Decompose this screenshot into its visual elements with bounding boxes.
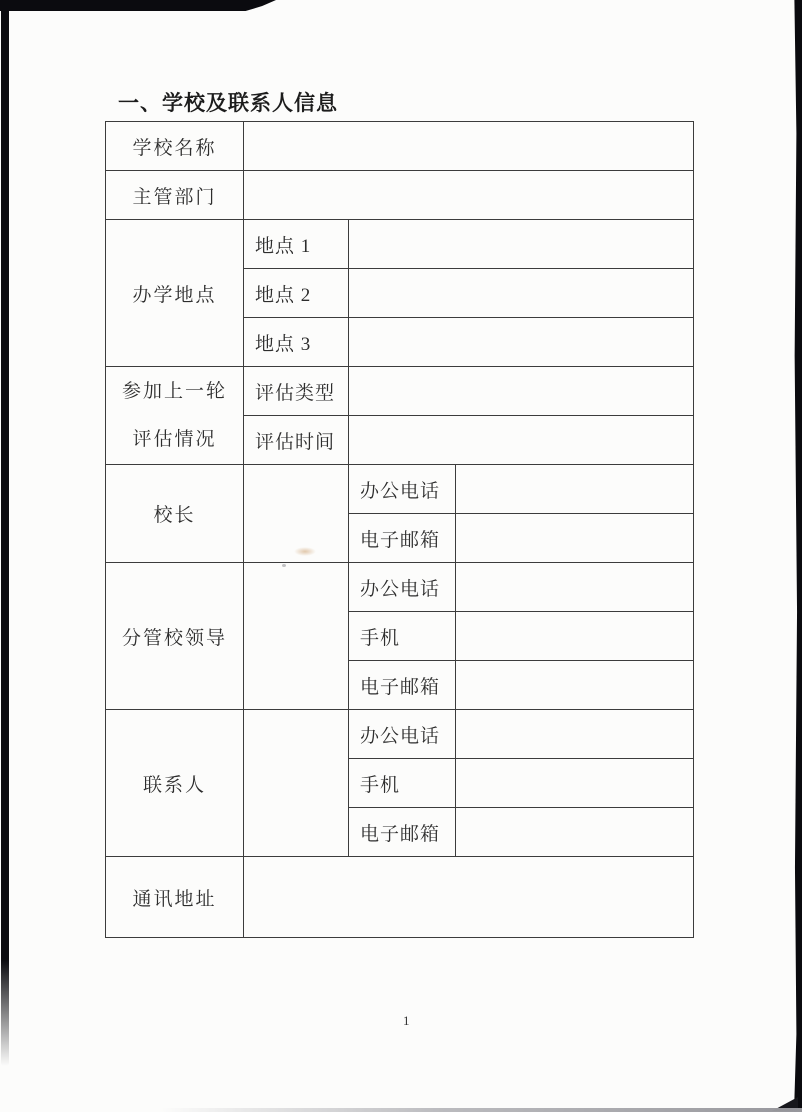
scan-artifact-bottom-edge — [0, 1108, 802, 1112]
contact-email-value-cell — [456, 808, 694, 857]
scan-artifact-left-bar — [1, 0, 9, 1066]
evaluation-type-label-cell: 评估类型 — [244, 367, 349, 416]
vice-principal-name-cell — [244, 563, 349, 710]
principal-office-phone-value-cell — [456, 465, 694, 514]
school-name-value-cell — [244, 122, 694, 171]
previous-evaluation-label-line1: 参加上一轮 — [121, 380, 227, 402]
scan-artifact-right-bar — [794, 0, 802, 1112]
supervisor-value-cell — [244, 171, 694, 220]
previous-evaluation-label-line2: 评估情况 — [132, 428, 217, 450]
page-number: 1 — [403, 1013, 410, 1028]
location2-value-cell — [349, 269, 694, 318]
section-title: 一、学校及联系人信息 — [118, 92, 338, 115]
principal-email-value-cell — [456, 514, 694, 563]
location3-label-cell: 地点 3 — [244, 318, 349, 367]
location1-label-cell: 地点 1 — [244, 220, 349, 269]
previous-evaluation-label-cell — [106, 367, 244, 465]
location2-label-cell: 地点 2 — [244, 269, 349, 318]
contact-mobile-label-cell: 手机 — [349, 759, 456, 808]
evaluation-type-value-cell — [349, 367, 694, 416]
principal-name-cell — [244, 465, 349, 563]
mailing-address-value-cell — [244, 857, 694, 938]
vice-principal-mobile-label-cell: 手机 — [349, 612, 456, 661]
principal-office-phone-label-cell: 办公电话 — [349, 465, 456, 514]
contact-office-phone-value-cell — [456, 710, 694, 759]
vice-principal-office-phone-label-cell: 办公电话 — [349, 563, 456, 612]
supervisor-label-cell: 主管部门 — [106, 171, 244, 220]
evaluation-time-value-cell — [349, 416, 694, 465]
contact-mobile-value-cell — [456, 759, 694, 808]
school-name-label-cell: 学校名称 — [106, 122, 244, 171]
vice-principal-mobile-value-cell — [456, 612, 694, 661]
location3-value-cell — [349, 318, 694, 367]
evaluation-time-label-cell: 评估时间 — [244, 416, 349, 465]
contact-email-label-cell: 电子邮箱 — [349, 808, 456, 857]
contact-person-label-cell: 联系人 — [106, 710, 244, 857]
location1-value-cell — [349, 220, 694, 269]
contact-office-phone-label-cell: 办公电话 — [349, 710, 456, 759]
contact-person-name-cell — [244, 710, 349, 857]
location-label-cell: 办学地点 — [106, 220, 244, 367]
vice-principal-office-phone-value-cell — [456, 563, 694, 612]
vice-principal-email-value-cell — [456, 661, 694, 710]
vice-principal-label-cell: 分管校领导 — [106, 563, 244, 710]
principal-email-label-cell: 电子邮箱 — [349, 514, 456, 563]
vice-principal-email-label-cell: 电子邮箱 — [349, 661, 456, 710]
scan-artifact-top-left-bar — [0, 0, 276, 11]
school-contact-info-table — [105, 121, 694, 938]
mailing-address-label-cell: 通讯地址 — [106, 857, 244, 938]
principal-label-cell: 校长 — [106, 465, 244, 563]
